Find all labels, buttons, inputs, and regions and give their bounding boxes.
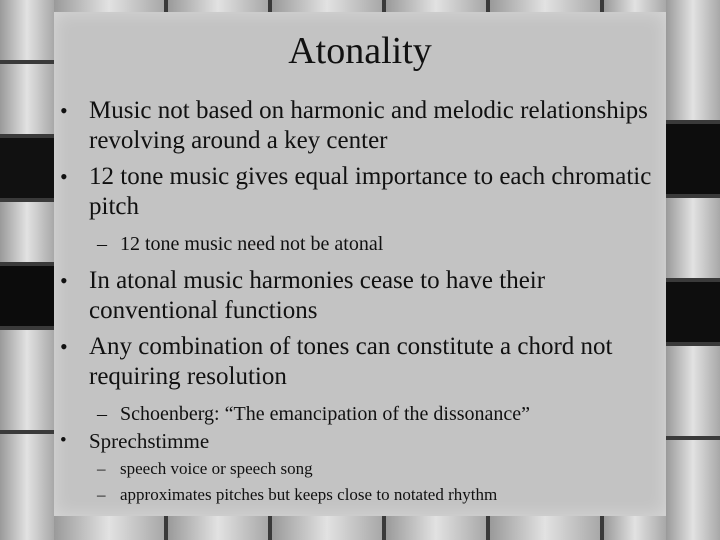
bullet-item bbox=[60, 332, 660, 392]
bullet-text: In atonal music harmonies cease to have their conventional functions bbox=[89, 267, 546, 324]
bullet-item bbox=[60, 162, 660, 222]
bullet-item bbox=[60, 96, 660, 156]
bullet-text: Sprechstimme bbox=[89, 429, 210, 453]
sub-bullet-text: speech voice or speech song bbox=[120, 459, 313, 478]
slide-body bbox=[60, 96, 660, 508]
bullet-marker: • bbox=[60, 334, 68, 359]
bullet-marker: • bbox=[60, 98, 68, 123]
bullet-item bbox=[60, 428, 660, 454]
sub-bullet-item bbox=[60, 456, 660, 482]
sub-bullet-text: 12 tone music need not be atonal bbox=[120, 233, 384, 255]
sub-bullet-text: Schoenberg: “The emancipation of the dissonance” bbox=[120, 403, 531, 425]
bullet-text: Any combination of tones can constitute a chord not requiring resolution bbox=[89, 333, 613, 390]
sub-bullet-marker: – bbox=[97, 403, 107, 425]
sub-bullet-marker: – bbox=[97, 233, 107, 255]
bullet-text: 12 tone music gives equal importance to each chromatic pitch bbox=[89, 163, 652, 220]
slide-title: Atonality bbox=[288, 30, 432, 72]
sub-bullet-text: approximates pitches but keeps close to notated rhythm bbox=[120, 485, 498, 504]
bullet-marker: • bbox=[60, 164, 68, 189]
sub-bullet-item bbox=[60, 232, 660, 256]
bullet-text: Music not based on harmonic and melodic relationships revolving around a key center bbox=[89, 97, 648, 154]
bullet-marker: • bbox=[60, 430, 67, 451]
sub-bullet-marker: – bbox=[97, 459, 106, 478]
sub-bullet-item bbox=[60, 482, 660, 508]
bullet-item bbox=[60, 266, 660, 326]
sub-bullet-marker: – bbox=[97, 485, 106, 504]
sub-bullet-item bbox=[60, 402, 660, 426]
bullet-marker: • bbox=[60, 268, 68, 293]
